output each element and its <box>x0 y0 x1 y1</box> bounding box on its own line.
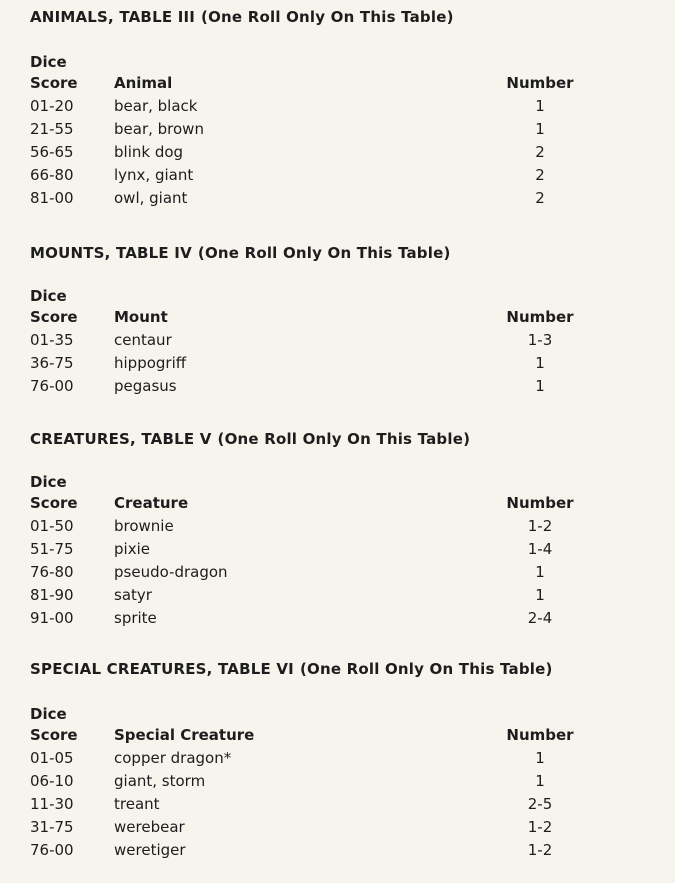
dice-score: 01-50 <box>30 517 74 535</box>
entry-name: copper dragon* <box>114 749 232 767</box>
entry-number: 1-3 <box>527 331 553 349</box>
mounts-table <box>30 244 650 398</box>
dice-score: 11-30 <box>30 795 74 813</box>
entry-name: lynx, giant <box>114 166 194 184</box>
table-row <box>30 747 650 770</box>
entry-name: pseudo-dragon <box>114 563 228 581</box>
entry-name: centaur <box>114 331 172 349</box>
dice-score: 06-10 <box>30 772 74 790</box>
table-row <box>30 584 650 607</box>
entry-name: hippogriff <box>114 354 187 372</box>
mount-header: Mount <box>114 308 168 326</box>
entry-name: bear, brown <box>114 120 204 138</box>
table-row <box>30 839 650 862</box>
table-row <box>30 329 650 352</box>
table-row <box>30 118 650 141</box>
creatures-table <box>30 430 650 630</box>
entry-name: giant, storm <box>114 772 206 790</box>
dice-score: 81-00 <box>30 189 74 207</box>
score-header: Score <box>30 74 78 92</box>
entry-number: 2 <box>535 166 545 184</box>
table-row <box>30 561 650 584</box>
dice-header: Dice <box>30 53 67 71</box>
dice-score: 76-00 <box>30 841 74 859</box>
animals-table <box>30 8 650 210</box>
score-header: Score <box>30 726 78 744</box>
table-title-text: CREATURES, TABLE V <box>30 430 212 448</box>
dice-score: 56-65 <box>30 143 74 161</box>
entry-number: 1-2 <box>527 517 553 535</box>
table-title <box>30 430 650 448</box>
table-row <box>30 607 650 630</box>
table-title-text: MOUNTS, TABLE IV <box>30 244 192 262</box>
creature-header: Creature <box>114 494 189 512</box>
entry-number: 1-2 <box>527 841 553 859</box>
dice-score: 21-55 <box>30 120 74 138</box>
entry-number: 2-4 <box>527 609 553 627</box>
dice-header: Dice <box>30 705 67 723</box>
table-title-text: ANIMALS, TABLE III <box>30 8 196 26</box>
entry-number: 1 <box>535 97 545 115</box>
table-row <box>30 793 650 816</box>
special-creatures-table <box>30 660 650 862</box>
dice-score: 66-80 <box>30 166 74 184</box>
dice-score: 01-35 <box>30 331 74 349</box>
column-headers <box>30 724 650 747</box>
entry-number: 1 <box>535 377 545 395</box>
dice-score: 76-00 <box>30 377 74 395</box>
special-creature-header: Special Creature <box>114 726 255 744</box>
dice-header: Dice <box>30 287 67 305</box>
number-header: Number <box>506 308 574 326</box>
entry-number: 2-5 <box>527 795 553 813</box>
table-note: (One Roll Only On This Table) <box>299 660 553 678</box>
table-note: (One Roll Only On This Table) <box>217 430 471 448</box>
table-note: (One Roll Only On This Table) <box>201 8 454 26</box>
entry-number: 1 <box>535 563 545 581</box>
entry-number: 1 <box>535 586 545 604</box>
entry-number: 2 <box>535 189 545 207</box>
table-title <box>30 244 650 262</box>
column-headers <box>30 72 650 95</box>
entry-name: bear, black <box>114 97 198 115</box>
table-row <box>30 515 650 538</box>
table-title <box>30 660 650 678</box>
table-row <box>30 352 650 375</box>
table-row <box>30 95 650 118</box>
table-row <box>30 141 650 164</box>
table-row <box>30 187 650 210</box>
entry-number: 1 <box>535 354 545 372</box>
entry-number: 1 <box>535 749 545 767</box>
dice-score: 81-90 <box>30 586 74 604</box>
dice-score: 01-20 <box>30 97 74 115</box>
dice-score: 51-75 <box>30 540 74 558</box>
table-title-text: SPECIAL CREATURES, TABLE VI <box>30 660 294 678</box>
entry-name: weretiger <box>114 841 186 859</box>
entry-name: pegasus <box>114 377 177 395</box>
entry-name: werebear <box>114 818 185 836</box>
dice-score: 31-75 <box>30 818 74 836</box>
number-header: Number <box>506 74 574 92</box>
entry-name: satyr <box>114 586 152 604</box>
number-header: Number <box>506 494 574 512</box>
entry-name: blink dog <box>114 143 184 161</box>
table-note: (One Roll Only On This Table) <box>197 244 451 262</box>
score-header: Score <box>30 494 78 512</box>
table-row <box>30 816 650 839</box>
entry-number: 1-4 <box>527 540 553 558</box>
table-row <box>30 375 650 398</box>
number-header: Number <box>506 726 574 744</box>
dice-score: 91-00 <box>30 609 74 627</box>
entry-number: 1-2 <box>527 818 553 836</box>
entry-name: pixie <box>114 540 150 558</box>
table-row <box>30 164 650 187</box>
entry-name: owl, giant <box>114 189 188 207</box>
table-title <box>30 8 650 26</box>
table-row <box>30 538 650 561</box>
dice-score: 01-05 <box>30 749 74 767</box>
entry-number: 1 <box>535 772 545 790</box>
entry-name: treant <box>114 795 160 813</box>
score-header: Score <box>30 308 78 326</box>
entry-name: sprite <box>114 609 157 627</box>
column-headers <box>30 492 650 515</box>
table-row <box>30 770 650 793</box>
animal-header: Animal <box>114 74 173 92</box>
dice-score: 76-80 <box>30 563 74 581</box>
dice-header: Dice <box>30 473 67 491</box>
entry-number: 2 <box>535 143 545 161</box>
entry-number: 1 <box>535 120 545 138</box>
dice-score: 36-75 <box>30 354 74 372</box>
column-headers <box>30 306 650 329</box>
entry-name: brownie <box>114 517 174 535</box>
